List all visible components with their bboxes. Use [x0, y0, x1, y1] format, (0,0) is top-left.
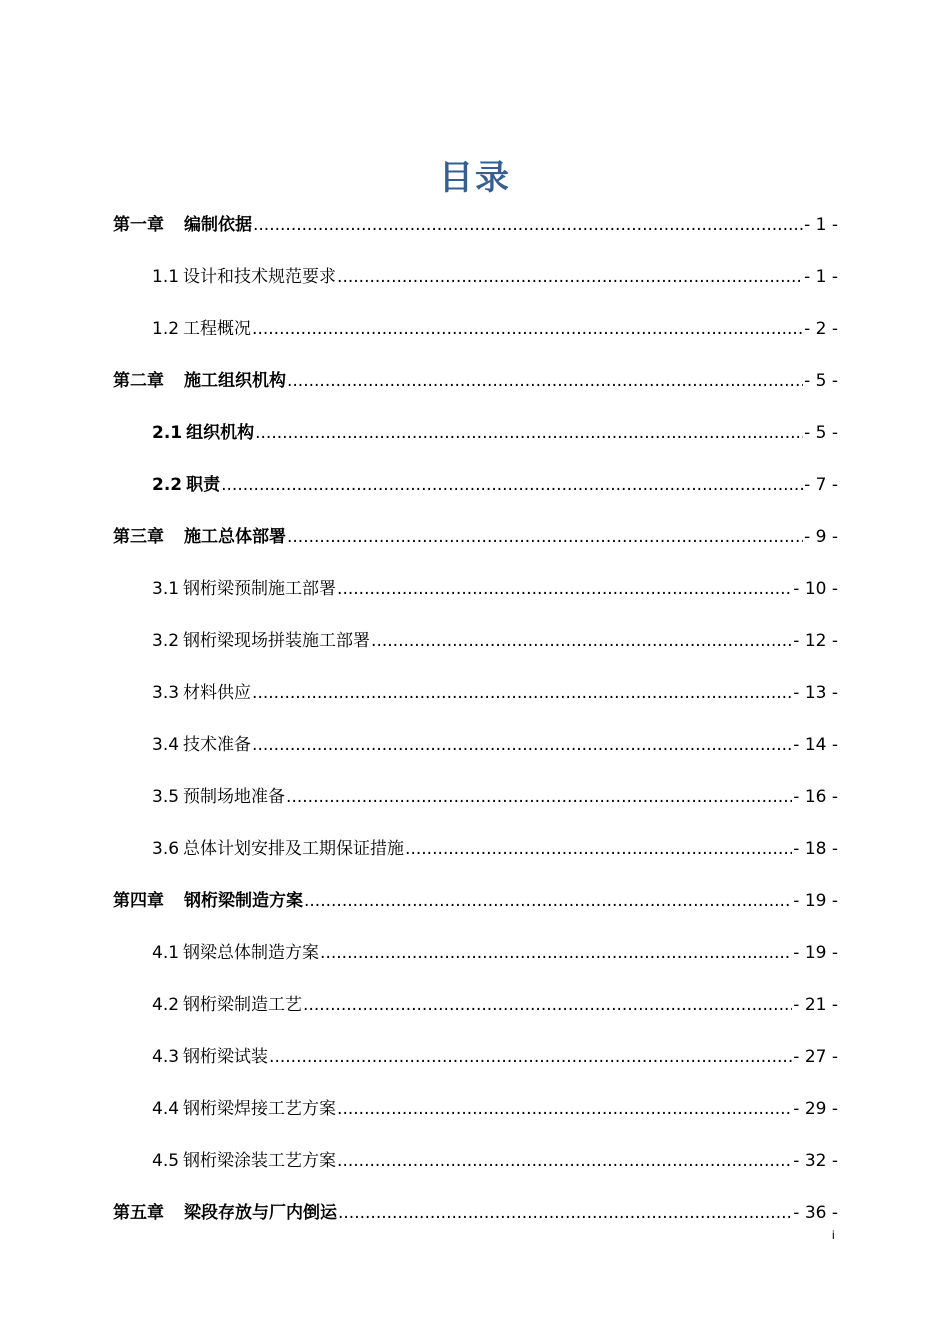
dot-leader	[304, 875, 792, 927]
toc-entry-label: 钢梁总体制造方案	[183, 943, 320, 963]
toc-entry-number: 3.2	[152, 631, 180, 651]
toc-entry-chapter-1[interactable]	[113, 199, 838, 251]
toc-entry-label: 技术准备	[183, 735, 252, 755]
dot-leader	[337, 1083, 792, 1135]
toc-entry-label: 工程概况	[183, 319, 252, 339]
toc-entry-label: 钢桁梁试装	[183, 1047, 269, 1067]
toc-entry-3-1[interactable]	[113, 563, 838, 615]
toc-entry-label: 钢桁梁制造工艺	[183, 995, 303, 1015]
dot-leader	[269, 1031, 792, 1083]
toc-entry-page: - 2 -	[804, 319, 838, 339]
toc-entry-label: 钢桁梁预制施工部署	[183, 579, 337, 599]
toc-entry-number: 4.1	[152, 943, 180, 963]
toc-entry-label: 施工总体部署	[184, 527, 286, 547]
toc-entry-page: - 12 -	[793, 631, 838, 651]
dot-leader	[255, 407, 803, 459]
toc-entry-1-1[interactable]	[113, 251, 838, 303]
toc-entry-2-1[interactable]	[113, 407, 838, 459]
toc-entry-page: - 18 -	[793, 839, 838, 859]
dot-leader	[371, 615, 792, 667]
toc-entry-number: 3.4	[152, 735, 180, 755]
toc-entry-page: - 5 -	[804, 371, 838, 391]
toc-entry-page: - 21 -	[793, 995, 838, 1015]
toc-entry-number: 3.5	[152, 787, 180, 807]
dot-leader	[337, 563, 792, 615]
toc-entry-4-3[interactable]	[113, 1031, 838, 1083]
toc-entry-page: - 10 -	[793, 579, 838, 599]
toc-entry-number: 第一章	[113, 215, 164, 235]
toc-entry-chapter-4[interactable]	[113, 875, 838, 927]
toc-title: 目录	[439, 158, 511, 198]
toc-entry-number: 4.3	[152, 1047, 180, 1067]
toc-entry-1-2[interactable]	[113, 303, 838, 355]
toc-entry-page: - 19 -	[793, 943, 838, 963]
toc-entry-label: 梁段存放与厂内倒运	[184, 1203, 337, 1223]
toc-entry-page: - 9 -	[804, 527, 838, 547]
dot-leader	[338, 1187, 792, 1239]
toc-entry-3-4[interactable]	[113, 719, 838, 771]
dot-leader	[253, 199, 803, 251]
toc-entry-page: - 29 -	[793, 1099, 838, 1119]
toc-entry-page: - 27 -	[793, 1047, 838, 1067]
toc-entry-page: - 7 -	[804, 475, 838, 495]
table-of-contents	[113, 199, 838, 1239]
toc-entry-4-1[interactable]	[113, 927, 838, 979]
toc-entry-page: - 1 -	[804, 215, 838, 235]
toc-entry-number: 第二章	[113, 371, 164, 391]
toc-entry-label: 组织机构	[186, 423, 255, 443]
dot-leader	[252, 303, 803, 355]
dot-leader	[252, 719, 792, 771]
dot-leader	[286, 771, 792, 823]
toc-entry-page: - 13 -	[793, 683, 838, 703]
toc-entry-number: 3.3	[152, 683, 180, 703]
toc-entry-4-2[interactable]	[113, 979, 838, 1031]
toc-entry-number: 2.2	[152, 475, 183, 495]
toc-entry-page: - 36 -	[793, 1203, 838, 1223]
toc-entry-page: - 16 -	[793, 787, 838, 807]
toc-entry-number: 2.1	[152, 423, 183, 443]
toc-entry-label: 编制依据	[184, 215, 252, 235]
dot-leader	[405, 823, 792, 875]
dot-leader	[221, 459, 803, 511]
toc-entry-3-6[interactable]	[113, 823, 838, 875]
toc-entry-2-2[interactable]	[113, 459, 838, 511]
toc-entry-4-4[interactable]	[113, 1083, 838, 1135]
toc-entry-label: 总体计划安排及工期保证措施	[183, 839, 405, 859]
toc-entry-page: - 1 -	[804, 267, 838, 287]
toc-entry-3-3[interactable]	[113, 667, 838, 719]
dot-leader	[287, 511, 803, 563]
toc-entry-chapter-5[interactable]	[113, 1187, 838, 1239]
dot-leader	[287, 355, 803, 407]
toc-entry-page: - 32 -	[793, 1151, 838, 1171]
toc-entry-label: 设计和技术规范要求	[183, 267, 337, 287]
toc-entry-number: 1.2	[152, 319, 180, 339]
toc-entry-chapter-2[interactable]	[113, 355, 838, 407]
toc-entry-label: 预制场地准备	[183, 787, 286, 807]
toc-entry-label: 材料供应	[183, 683, 252, 703]
toc-entry-label: 钢桁梁制造方案	[184, 891, 303, 911]
toc-entry-number: 4.4	[152, 1099, 180, 1119]
toc-entry-3-2[interactable]	[113, 615, 838, 667]
page-number: i	[832, 1228, 835, 1242]
toc-entry-number: 3.1	[152, 579, 180, 599]
toc-entry-number: 3.6	[152, 839, 180, 859]
toc-entry-label: 施工组织机构	[184, 371, 286, 391]
toc-entry-page: - 19 -	[793, 891, 838, 911]
toc-entry-label: 钢桁梁现场拼装施工部署	[183, 631, 371, 651]
dot-leader	[337, 1135, 792, 1187]
toc-entry-number: 4.5	[152, 1151, 180, 1171]
toc-entry-label: 职责	[186, 475, 221, 495]
toc-entry-label: 钢桁梁焊接工艺方案	[183, 1099, 337, 1119]
toc-entry-number: 4.2	[152, 995, 180, 1015]
dot-leader	[303, 979, 792, 1031]
toc-entry-4-5[interactable]	[113, 1135, 838, 1187]
toc-entry-number: 第四章	[113, 891, 164, 911]
dot-leader	[320, 927, 792, 979]
dot-leader	[252, 667, 792, 719]
toc-entry-page: - 5 -	[804, 423, 838, 443]
toc-entry-chapter-3[interactable]	[113, 511, 838, 563]
toc-entry-number: 第三章	[113, 527, 164, 547]
dot-leader	[337, 251, 803, 303]
toc-entry-number: 第五章	[113, 1203, 164, 1223]
toc-entry-page: - 14 -	[793, 735, 838, 755]
toc-entry-3-5[interactable]	[113, 771, 838, 823]
toc-entry-number: 1.1	[152, 267, 180, 287]
toc-entry-label: 钢桁梁涂装工艺方案	[183, 1151, 337, 1171]
